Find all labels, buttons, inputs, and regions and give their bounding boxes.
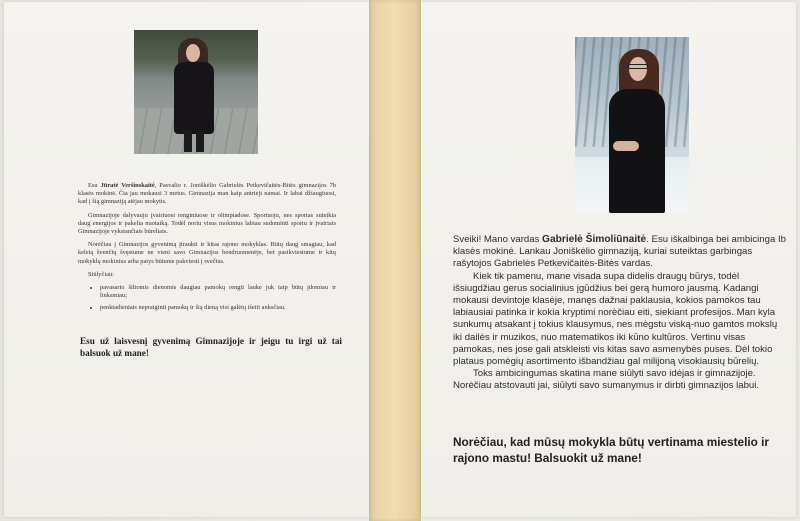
- left-intro-prefix: Esu: [88, 182, 101, 189]
- list-item: • pavasario šiltomis dienomis daugiau pamokų rengti lauke juk taip būtų įdomiau ir linksmiau;: [100, 284, 336, 300]
- left-paragraph-2: Gimnazijoje dalyvauju įvairiuosi renginiuose ir olimpiadose. Sportuoju, nes sportas suteikia daug energijos ir pakelia nuotaiką. Todėl noriu visus mokinius labiau sudominti sportu ir įvairiais Gimnazijoje vykstančiais būreliais.: [78, 211, 336, 236]
- left-candidate-photo: [134, 30, 258, 154]
- photo-person-body: [609, 89, 665, 213]
- right-paragraph-3: Toks ambicingumas skatina mane siūlyti savo idėjas ir gimnazijoje. Norėčiau atstovauti jai, siūlyti savo sumanymus ir dirbti gimnazijos labui.: [453, 368, 760, 392]
- center-strip: [369, 0, 421, 521]
- right-candidate-photo: [575, 37, 689, 213]
- photo-person-glasses: [628, 64, 648, 69]
- right-closing-slogan: Norėčiau, kad mūsų mokykla būtų vertinama miestelio ir rajono mastu! Balsuokit už mane!: [453, 435, 769, 465]
- left-candidate-name: Jūratė Veršinskaitė: [100, 182, 155, 189]
- photo-person-face: [629, 57, 647, 81]
- right-greeting: Sveiki! Mano vardas: [453, 234, 543, 245]
- left-intro-rest: , Pasvalio r. Joniškėlio Gabrielės Petkevičaitės-Bitės gimnazijos 7b klasės mokinė. Čia jau mokausi 3 metus. Gimnazija man kaip antrieji namai. Ir labai džiaugiuosi, kad į šią gimnaziją atėjau mokytis.: [78, 182, 336, 206]
- photo-person-legs: [184, 130, 204, 152]
- list-item: • penktadieniais nepraiginti pamokų ir šią dieną visi galėtų išeiti anksčiau.: [100, 304, 336, 312]
- left-suggestions-label: Siūlyčiau:: [88, 270, 114, 278]
- photo-person-coat: [174, 62, 214, 134]
- left-paragraph-3: Norėčiau į Gimnazijos gyvenimą įtraukti ir kitas rajono mokyklas. Būtų daug smagiau, kad keletą švenčių švęstume ne vieni savo Gimnazijos bendruomenėje, bet pasikviestume ir kitų mokyklų mokinius arba patys būtume pakviesti į svečius.: [78, 241, 336, 265]
- right-poster-text: [453, 234, 788, 393]
- right-intro-rest: . Esu iškalbinga bei ambicinga Ib klasės mokinė. Lankau Joniškėlio gimnaziją, kuriai suteiktas garbingas rašytojos Gabrielės Petkevičaitės-Bitės vardas.: [453, 234, 786, 270]
- left-poster-text: [78, 182, 336, 319]
- right-paragraph-2: Kiek tik pamenu, mane visada supa didelis draugų būrys, todėl išsiugdžiau gerus socialinius įgūdžius bei gerą humoro jausmą. Kadangi mokausi devintoje klasėje, manęs dažnai paklausia, kokios pamokos tau labiausiai patinka ir kokia kryptimi norėčiau eiti, siekiant profesijos. Man kyla sunkumų atsakant į tokius klausymus, nes mėgstu viską-nuo gamtos mokslų iki dailės ir muzikos, nuo matematikos iki kūno kultūros. Vertinu visas pamokas, nes jose gali atskleisti vis kitas savo asmenybės puses. Dėl tokio plataus pomėgių asortimento išbandžiau gal milijoną visokiausių būrelių.: [453, 270, 778, 368]
- photo-person-face: [186, 44, 200, 62]
- right-intro-paragraph: [453, 234, 788, 271]
- photo-person-hand: [613, 141, 639, 151]
- left-suggestions-list: [100, 284, 336, 313]
- left-closing-slogan: Esu už laisvesnį gyvenimą Gimnazijoje ir jeigu tu irgi už tai balsuok už mane!: [80, 336, 342, 358]
- right-candidate-name: Gabrielė Šimoliūnaitė: [542, 234, 647, 245]
- left-intro-paragraph: [78, 182, 336, 207]
